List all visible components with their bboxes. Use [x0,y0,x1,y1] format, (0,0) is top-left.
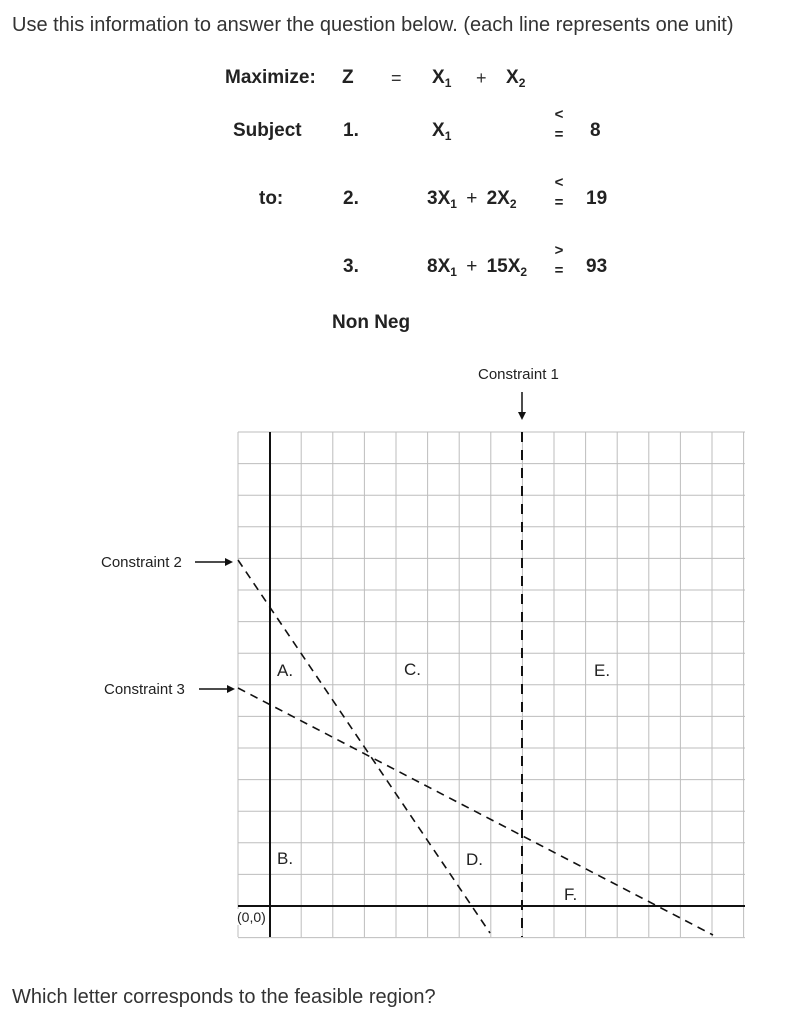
subject-label: Subject [233,120,302,141]
objective-var: Z [342,67,354,88]
objective-x2: $X_2$ [506,67,526,90]
constraint-3-number: 3. [343,256,359,277]
constraint-1-number: 1. [343,120,359,141]
constraint-1-rhs: 8 [590,120,601,141]
constraint-2-label: Constraint 2 [101,554,182,571]
intro-text: Use this information to answer the question below. (each line represents one unit) [12,14,734,36]
question-text: Which letter corresponds to the feasible region? [12,986,436,1008]
region-letter-b: B. [277,849,294,868]
constraint-2-number: 2. [343,188,359,209]
objective-plus: + [476,68,487,88]
constraint-3-label: Constraint 3 [104,681,185,698]
to-label: to: [259,188,284,209]
constraint-1-arrowhead [518,412,526,420]
region-letter-d: D. [466,850,483,869]
constraint-2-relation: < = [554,174,564,211]
maximize-label: Maximize: [225,67,316,88]
constraint-3-relation: > = [554,242,564,279]
region-letter-f: F. [564,885,578,904]
constraint-2-rhs: 19 [586,188,608,209]
region-letter-c: C. [404,660,421,679]
constraint-2-expression: $3X_1 + 2X_2$ [427,188,517,211]
grid-lines [238,432,745,938]
constraint-1-label: Constraint 1 [478,366,559,383]
constraint-3-expression: $8X_1 + 15X_2$ [427,256,528,279]
region-letter-e: E. [594,661,611,680]
constraint-1-expression: $X_1$ [432,120,452,143]
constraint-1-relation: < = [554,106,564,143]
constraint-3-rhs: 93 [586,256,608,277]
region-letter-a: A. [277,661,294,680]
objective-x1: $X_1$ [432,67,452,90]
objective-equals: = [391,68,402,88]
constraint-2-arrowhead [225,558,233,566]
constraint-3-arrowhead [227,685,235,693]
non-neg-label: Non Neg [332,312,411,333]
origin-label: (0,0) [237,909,266,925]
